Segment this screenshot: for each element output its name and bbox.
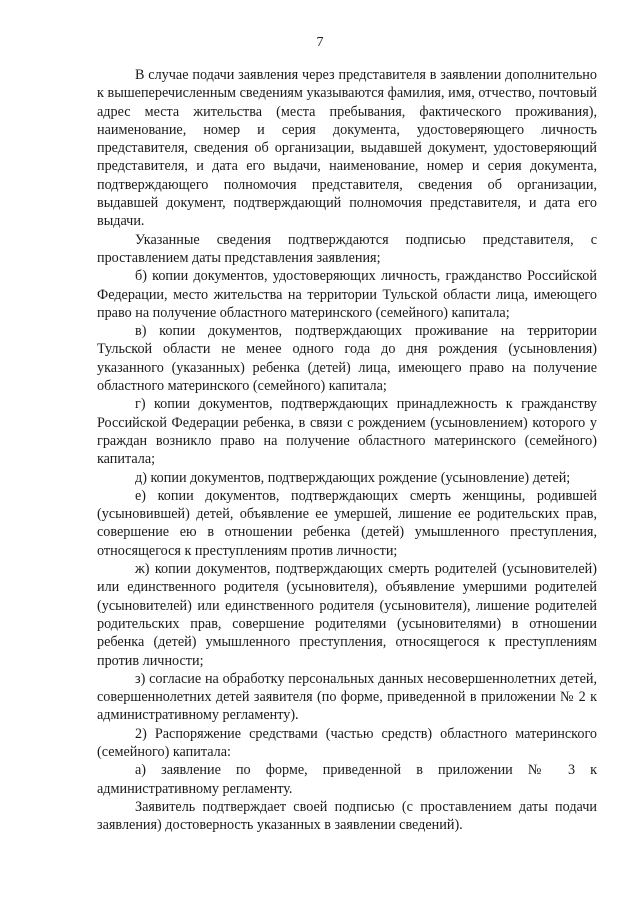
paragraph-applicant-confirmation: Заявитель подтверждает своей подписью (с проставлением даты подачи заявления) достоверность указанных в заявлении сведений). xyxy=(97,798,597,834)
paragraph-representative-info: В случае подачи заявления через представителя в заявлении дополнительно к вышеперечисленным сведениям указываются фамилия, имя, отчество, почтовый адрес места жительства (места пребывания, фактического проживания), наименование, номер и серия документа, удостоверяющего личность представителя, сведения об организации, выдавшей документ, удостоверяющий представителя, и дата его выдачи, наименование, номер и серия документа, подтверждающего полномочия представителя, сведения об организации, выдавшей документ, подтверждающий полномочия представителя, и дата его выдачи. xyxy=(97,67,597,230)
paragraph-item-e: е) копии документов, подтверждающих смерть женщины, родившей (усыновившей) детей, объявление ее умершей, лишение ее родительских прав, совершение ею в отношении ребенка (детей) умышленного преступления, относящегося к преступлениям против личности; xyxy=(97,487,597,559)
page-number: 7 xyxy=(316,35,324,50)
paragraph-signature-confirmation: Указанные сведения подтверждаются подписью представителя, с проставлением даты представления заявления; xyxy=(97,231,597,266)
paragraph-item-b: б) копии документов, удостоверяющих личность, гражданство Российской Федерации, место жительства на территории Тульской области лица, имеющего право на получение областного материнского (семейного) капитала; xyxy=(97,268,597,321)
paragraph-item-d: д) копии документов, подтверждающих рождение (усыновление) детей; xyxy=(135,469,571,486)
paragraph-item-z: з) согласие на обработку персональных данных несовершеннолетних детей, совершеннолетних детей заявителя (по форме, приведенной в приложении № 2 к административному регламенту). xyxy=(97,670,597,724)
paragraph-section-2: 2) Распоряжение средствами (частью средств) областного материнского (семейного) капитала: xyxy=(97,725,597,760)
paragraph-item-a: а) заявление по форме, приведенной в приложении № 3 к административному регламенту. xyxy=(97,762,597,797)
paragraph-item-v: в) копии документов, подтверждающих проживание на территории Тульской области не менее одного года до дня рождения (усыновления) указанного (указанных) ребенка (детей) лица, имеющего право на получение областного материнского (семейного) капитала; xyxy=(97,323,597,395)
paragraph-item-g: г) копии документов, подтверждающих принадлежность к гражданству Российской Федерации ребенка, в связи с рождением (усыновлением) которого у граждан возникло право на получение областного материнского (семейного) капитала; xyxy=(97,396,597,468)
paragraph-item-zh: ж) копии документов, подтверждающих смерть родителей (усыновителей) или единственного родителя (усыновителя), объявление умершими родителей (усыновителей) или единственного родителя (усыновителя), лишение родителей родительских прав, совершение родителями (усыновителями) в отношении ребенка (детей) умышленного преступления, относящегося к преступлениям против личности; xyxy=(97,561,597,669)
document-body xyxy=(97,66,597,834)
